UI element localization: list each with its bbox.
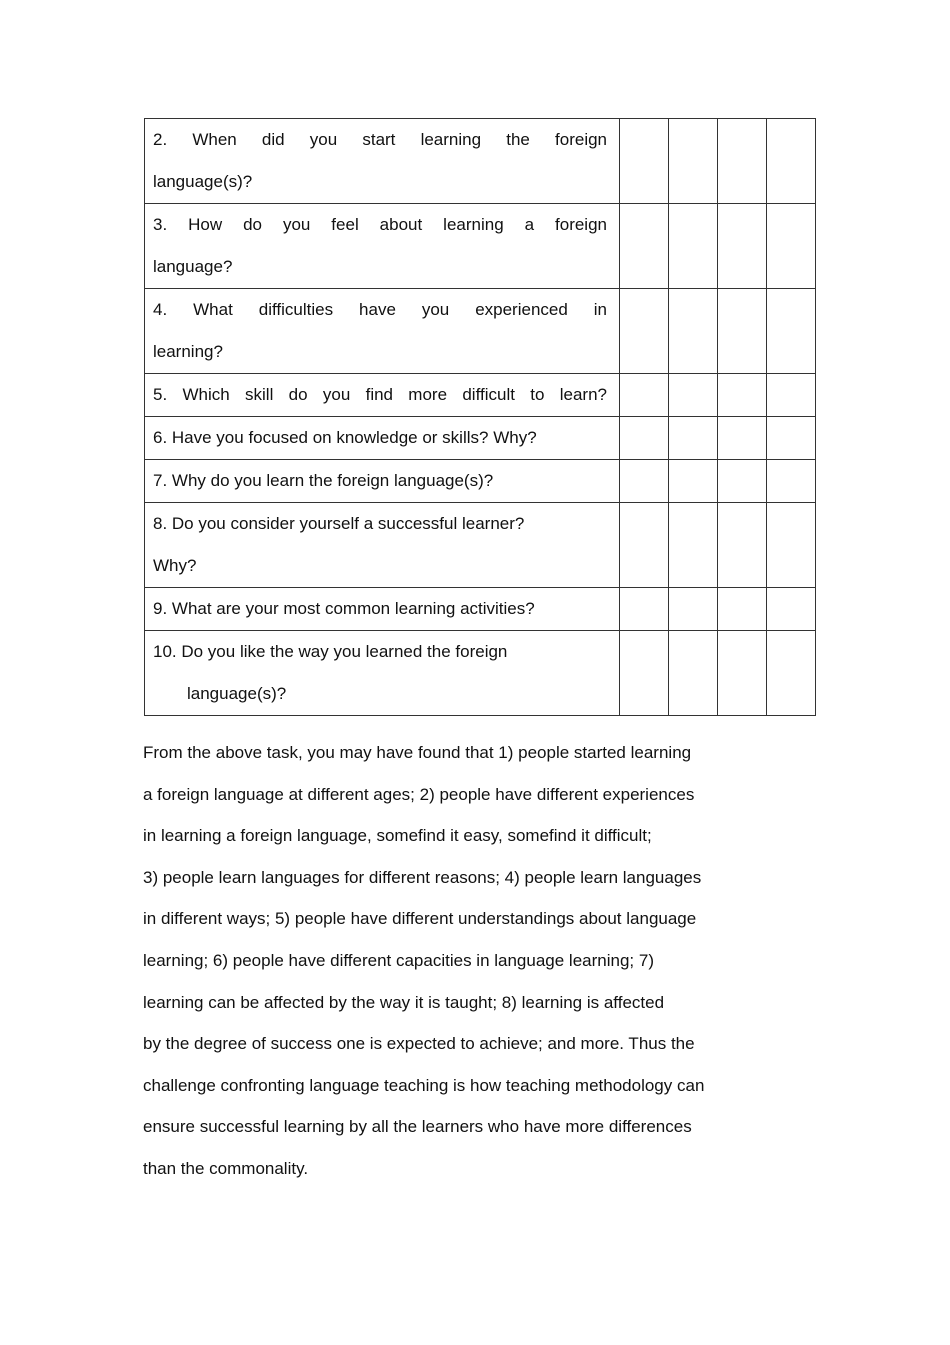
table-row	[145, 588, 816, 631]
answer-cell[interactable]	[669, 631, 718, 716]
table-row	[145, 204, 816, 289]
question-text: language(s)?	[153, 172, 253, 191]
answer-cell[interactable]	[767, 503, 816, 588]
paragraph-line: From the above task, you may have found that 1) people started learning	[143, 743, 692, 762]
answer-cell[interactable]	[767, 119, 816, 204]
answer-cell[interactable]	[669, 460, 718, 503]
table-row	[145, 503, 816, 588]
paragraph-line: ensure successful learning by all the learners who have more differences	[143, 1117, 692, 1137]
question-text: 8. Do you consider yourself a successful learner?	[153, 514, 525, 533]
answer-cell[interactable]	[669, 503, 718, 588]
answer-cell[interactable]	[669, 374, 718, 417]
table-row	[145, 374, 816, 417]
answer-cell[interactable]	[718, 631, 767, 716]
paragraph-line: learning; 6) people have different capacities in language learning; 7)	[143, 950, 654, 970]
question-cell	[145, 460, 620, 503]
table-row	[145, 119, 816, 204]
answer-cell[interactable]	[620, 204, 669, 289]
answer-cell[interactable]	[767, 631, 816, 716]
answer-cell[interactable]	[767, 588, 816, 631]
answer-cell[interactable]	[767, 289, 816, 374]
question-cell	[145, 588, 620, 631]
answer-cell[interactable]	[620, 588, 669, 631]
paragraph-line: a foreign language at different ages; 2) people have different experiences	[143, 784, 695, 804]
answer-cell[interactable]	[718, 289, 767, 374]
answer-cell[interactable]	[620, 417, 669, 460]
table-row	[145, 417, 816, 460]
answer-cell[interactable]	[718, 374, 767, 417]
question-cell	[145, 204, 620, 289]
answer-cell[interactable]	[669, 289, 718, 374]
answer-cell[interactable]	[620, 289, 669, 374]
question-text: learning?	[153, 342, 223, 361]
answer-cell[interactable]	[767, 460, 816, 503]
answer-cell[interactable]	[669, 119, 718, 204]
question-text: Why?	[153, 556, 197, 575]
question-text: 3. How do you feel about learning a foreign	[153, 215, 607, 234]
body-paragraph	[143, 732, 805, 1190]
question-text: 7. Why do you learn the foreign language(s)?	[153, 471, 494, 490]
question-text: 10. Do you like the way you learned the foreign	[153, 642, 508, 661]
question-cell	[145, 374, 620, 417]
question-text: language(s)?	[187, 684, 287, 703]
paragraph-line: learning can be affected by the way it is taught; 8) learning is affected	[143, 992, 665, 1012]
question-cell	[145, 503, 620, 588]
paragraph-line: by the degree of success one is expected to achieve; and more. Thus the	[143, 1034, 695, 1054]
question-text: 6. Have you focused on knowledge or skills? Why?	[153, 428, 537, 447]
answer-cell[interactable]	[718, 204, 767, 289]
answer-cell[interactable]	[669, 588, 718, 631]
answer-cell[interactable]	[620, 374, 669, 417]
answer-cell[interactable]	[718, 119, 767, 204]
questionnaire-table	[144, 118, 816, 716]
answer-cell[interactable]	[620, 631, 669, 716]
answer-cell[interactable]	[669, 204, 718, 289]
paragraph-line: 3) people learn languages for different reasons; 4) people learn languages	[143, 867, 702, 887]
paragraph-line: than the commonality.	[143, 1158, 309, 1178]
question-text: 2. When did you start learning the foreign	[153, 130, 607, 149]
question-cell	[145, 289, 620, 374]
answer-cell[interactable]	[767, 417, 816, 460]
answer-cell[interactable]	[718, 503, 767, 588]
answer-cell[interactable]	[620, 503, 669, 588]
question-text: 5. Which skill do you find more difficult to learn?	[153, 385, 607, 404]
answer-cell[interactable]	[718, 460, 767, 503]
answer-cell[interactable]	[767, 204, 816, 289]
table-row	[145, 460, 816, 503]
question-cell	[145, 119, 620, 204]
question-text: 9. What are your most common learning activities?	[153, 599, 535, 618]
question-cell	[145, 417, 620, 460]
paragraph-line: challenge confronting language teaching is how teaching methodology can	[143, 1075, 705, 1095]
question-text: 4. What difficulties have you experienced in	[153, 300, 607, 319]
answer-cell[interactable]	[767, 374, 816, 417]
table-row	[145, 631, 816, 716]
answer-cell[interactable]	[669, 417, 718, 460]
question-cell	[145, 631, 620, 716]
answer-cell[interactable]	[718, 417, 767, 460]
question-text: language?	[153, 257, 233, 276]
answer-cell[interactable]	[620, 460, 669, 503]
table-row	[145, 289, 816, 374]
answer-cell[interactable]	[718, 588, 767, 631]
paragraph-line: in learning a foreign language, somefind it easy, somefind it difficult;	[143, 826, 652, 846]
answer-cell[interactable]	[620, 119, 669, 204]
paragraph-line: in different ways; 5) people have different understandings about language	[143, 909, 697, 929]
